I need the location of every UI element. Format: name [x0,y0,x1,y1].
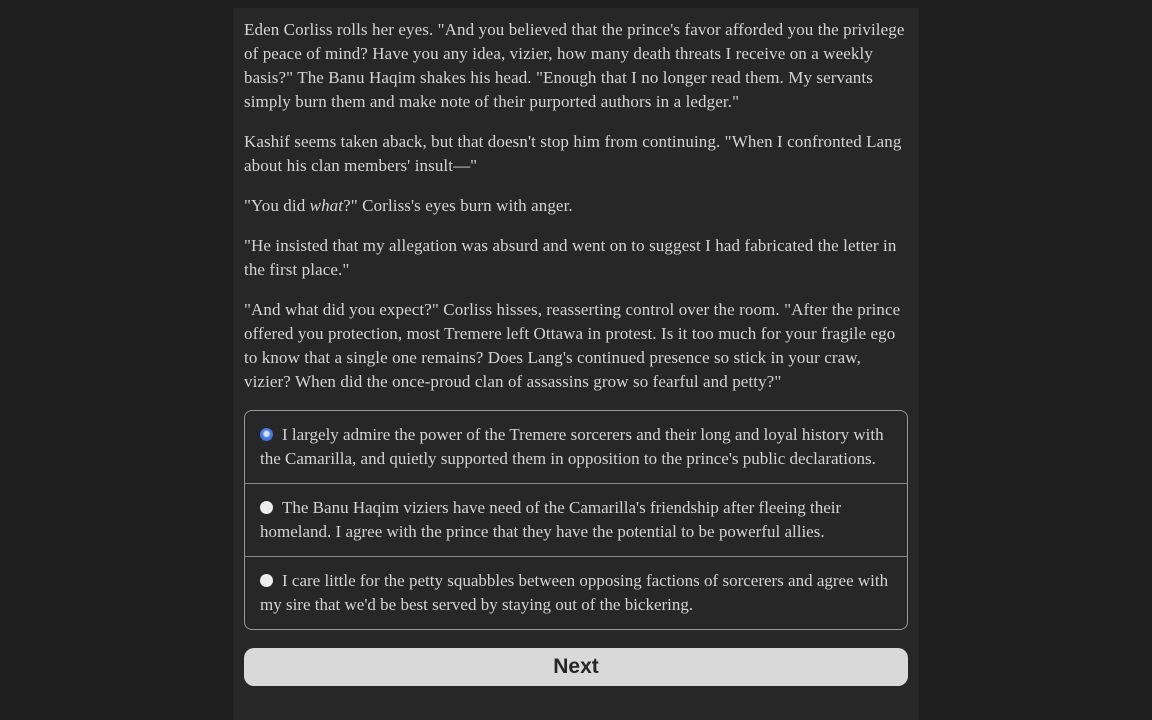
story-paragraph-part: "You did [244,196,310,215]
radio-button-icon[interactable] [260,501,273,514]
story-paragraph [244,194,908,218]
choice-option-label: I care little for the petty squabbles between opposing factions of sorcerers and agree with my sire that we'd be best served by staying out of the bickering. [260,571,889,614]
story-paragraph: "And what did you expect?" Corliss hisses, reasserting control over the room. "After the prince offered you protection, most Tremere left Ottawa in protest. Is it too much for your fragile ego to know that a single one remains? Does Lang's continued presence so stick in your craw, vizier? When did the once-proud clan of assassins grow so fearful and petty?" [244,300,901,391]
choice-group [244,410,908,630]
story-paragraph-emphasis: what [309,196,344,215]
story-paragraph-part: ?" Corliss's eyes burn with anger. [343,196,573,215]
story-paragraph: Kashif seems taken aback, but that doesn't stop him from continuing. "When I confronted Lang about his clan members' insult—" [244,132,902,175]
story-content [233,8,919,720]
radio-button-icon[interactable] [260,428,273,441]
choice-option-label: The Banu Haqim viziers have need of the Camarilla's friendship after fleeing their homeland. I agree with the prince that they have the potential to be powerful allies. [260,498,842,541]
story-paragraph: Eden Corliss rolls her eyes. "And you believed that the prince's favor afforded you the privilege of peace of mind? Have you any idea, vizier, how many death threats I receive on a weekly basis?" The Banu Haqim shakes his head. "Enough that I no longer read them. My servants simply burn them and make note of their purported authors in a ledger." [244,20,905,111]
choice-option[interactable] [245,411,907,483]
choice-option-label: I largely admire the power of the Tremere sorcerers and their long and loyal history with the Camarilla, and quietly supported them in opposition to the prince's public declarations. [260,425,884,468]
next-button[interactable]: Next [244,648,908,686]
choice-option[interactable] [245,483,907,556]
story-paragraph: "He insisted that my allegation was absurd and went on to suggest I had fabricated the letter in the first place." [244,236,897,279]
radio-button-icon[interactable] [260,574,273,587]
choice-option[interactable] [245,556,907,629]
story-text [244,18,908,394]
